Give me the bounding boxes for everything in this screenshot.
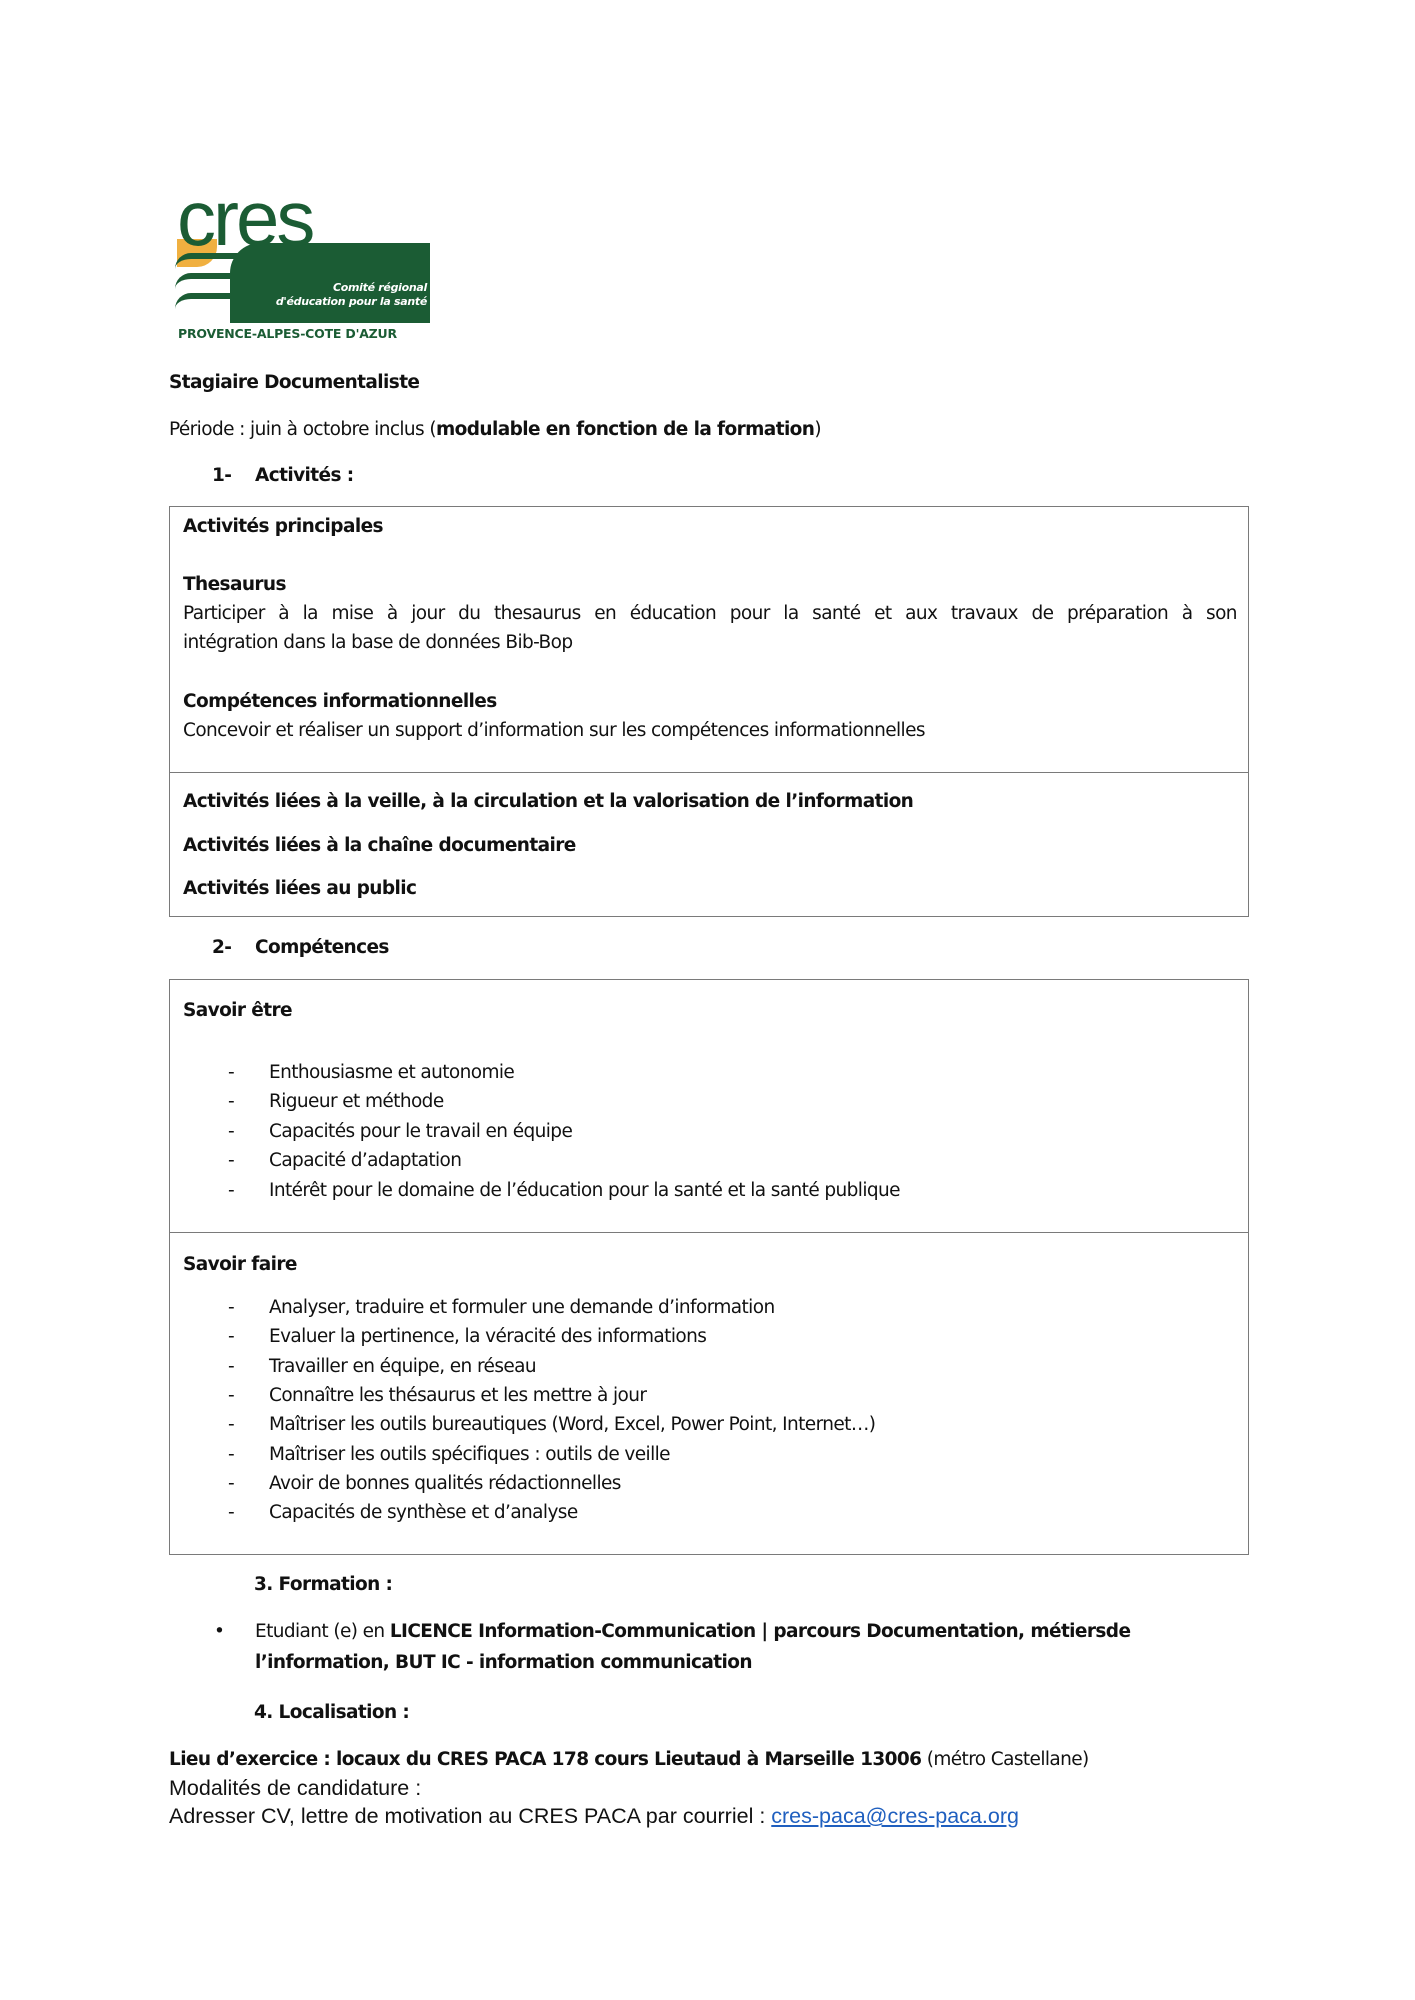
list-item: Intérêt pour le domaine de l’éducation pour la santé et la santé publique [269, 1180, 900, 1201]
modalites-label: Modalités de candidature : [169, 1776, 422, 1800]
logo-region: PROVENCE-ALPES-COTE D'AZUR [178, 326, 397, 341]
section3-heading: 3. Formation : [254, 1574, 393, 1595]
list-item: Capacités pour le travail en équipe [269, 1121, 573, 1142]
periode-bold: modulable en fonction de la formation [436, 419, 815, 440]
page-title: Stagiaire Documentaliste [169, 372, 420, 393]
logo-wave-icon [175, 293, 245, 309]
thesaurus-text-line2: intégration dans la base de données Bib-Bop [183, 632, 573, 653]
section1-heading: Activités : [255, 465, 354, 486]
competences-info-heading: Compétences informationnelles [183, 691, 497, 712]
section2-heading: Compétences [255, 937, 389, 958]
logo-wordmark: cres [177, 174, 313, 262]
list-bullet: - [228, 1150, 235, 1171]
activites-table [169, 506, 1249, 917]
list-item: Avoir de bonnes qualités rédactionnelles [269, 1473, 621, 1494]
formation-line1 [255, 1617, 1130, 1647]
list-bullet: - [228, 1180, 235, 1201]
formation-bold: LICENCE Information-Communication | parcours Documentation, métiersde [389, 1621, 1131, 1642]
activites-public: Activités liées au public [183, 878, 417, 899]
list-item: Maîtriser les outils bureautiques (Word, Excel, Power Point, Internet…) [269, 1414, 876, 1435]
periode-label: Période : juin à octobre inclus ( [169, 419, 436, 440]
list-bullet: - [228, 1414, 235, 1435]
list-bullet: - [228, 1356, 235, 1377]
list-bullet: - [228, 1444, 235, 1465]
competences-info-text: Concevoir et réaliser un support d’information sur les compétences informationnelles [183, 720, 925, 741]
list-bullet: - [228, 1326, 235, 1347]
periode-close: ) [814, 419, 821, 440]
thesaurus-heading: Thesaurus [183, 574, 286, 595]
list-item: Enthousiasme et autonomie [269, 1062, 515, 1083]
thesaurus-text-line1: Participer à la mise à jour du thesaurus en éducation pour la santé et aux travaux de préparation à son [183, 603, 1237, 624]
table-row-divider [170, 1232, 1248, 1233]
email-link[interactable]: cres-paca@cres-paca.org [771, 1804, 1019, 1828]
list-bullet: - [228, 1062, 235, 1083]
list-item: Capacité d’adaptation [269, 1150, 462, 1171]
activites-chaine: Activités liées à la chaîne documentaire [183, 835, 576, 856]
list-item: Analyser, traduire et formuler une demande d’information [269, 1297, 775, 1318]
list-bullet: - [228, 1473, 235, 1494]
lieu-bold: Lieu d’exercice : locaux du CRES PACA 178 cours Lieutaud à Marseille 13006 [169, 1749, 922, 1770]
list-bullet: - [228, 1121, 235, 1142]
list-item: Travailler en équipe, en réseau [269, 1356, 537, 1377]
competences-table [169, 979, 1249, 1555]
list-bullet: - [228, 1091, 235, 1112]
periode-line [169, 415, 821, 445]
logo-subtitle-line2: d'éducation pour la santé [275, 295, 427, 308]
table-row-divider [170, 772, 1248, 773]
adresser-line [169, 1802, 1019, 1830]
list-item: Capacités de synthèse et d’analyse [269, 1502, 578, 1523]
formation-line2: l’information, BUT IC - information communication [255, 1652, 752, 1673]
section4-heading: 4. Localisation : [254, 1702, 410, 1723]
formation-normal: Etudiant (e) en [255, 1621, 390, 1642]
savoir-faire-heading: Savoir faire [183, 1254, 297, 1275]
section1-number: 1- [212, 465, 232, 486]
activites-veille: Activités liées à la veille, à la circulation et la valorisation de l’information [183, 791, 914, 812]
list-bullet: - [228, 1297, 235, 1318]
logo-subtitle-line1: Comité régional [332, 281, 427, 294]
adresser-text: Adresser CV, lettre de motivation au CRES PACA par courriel : [169, 1804, 772, 1828]
list-item: Connaître les thésaurus et les mettre à jour [269, 1385, 647, 1406]
lieu-line [169, 1745, 1089, 1775]
list-bullet: - [228, 1385, 235, 1406]
list-item: Maîtriser les outils spécifiques : outils de veille [269, 1444, 670, 1465]
activites-principales-heading: Activités principales [183, 516, 383, 537]
list-item: Rigueur et méthode [269, 1091, 444, 1112]
logo-wave-icon [175, 273, 245, 289]
savoir-etre-heading: Savoir être [183, 1000, 292, 1021]
list-item: Evaluer la pertinence, la véracité des informations [269, 1326, 707, 1347]
lieu-normal: (métro Castellane) [921, 1749, 1089, 1770]
list-bullet: - [228, 1502, 235, 1523]
cres-logo [175, 174, 435, 343]
bullet-icon: • [214, 1621, 225, 1642]
section2-number: 2- [212, 937, 232, 958]
